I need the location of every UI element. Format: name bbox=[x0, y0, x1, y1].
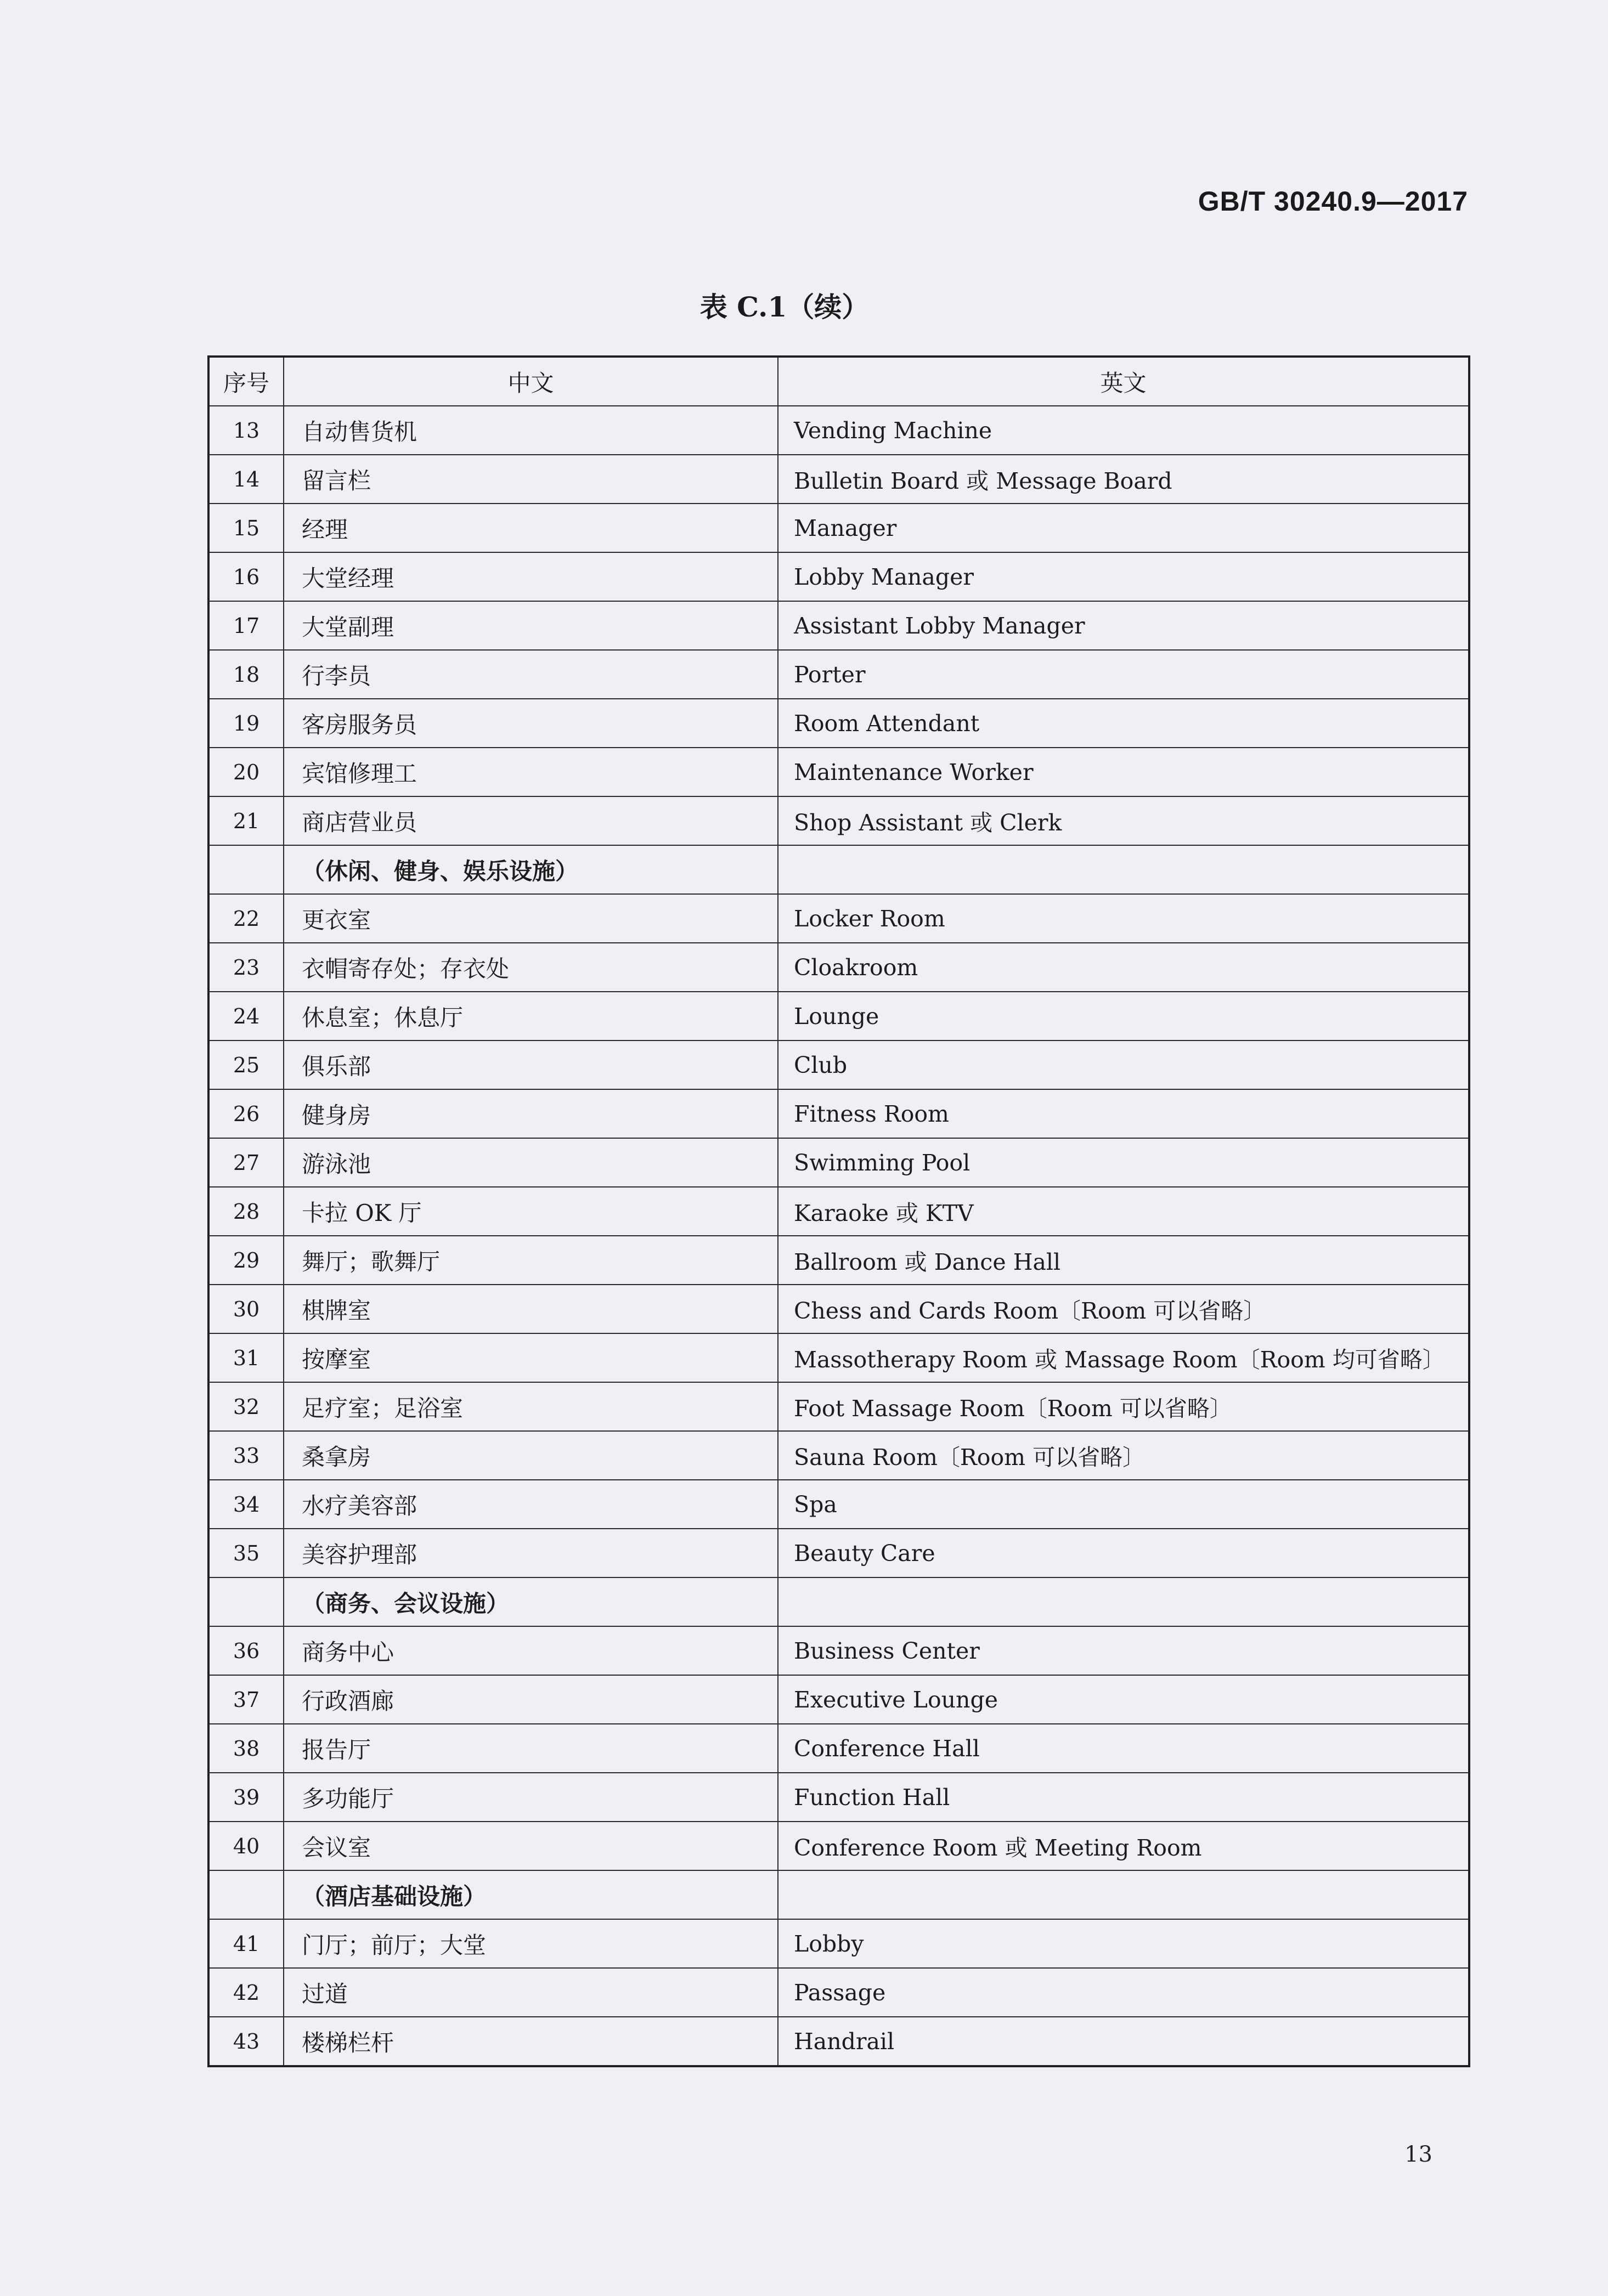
english-term-cell: Executive Lounge bbox=[778, 1675, 1469, 1724]
chinese-term-cell: （酒店基础设施） bbox=[284, 1870, 778, 1919]
english-term-cell: Lounge bbox=[778, 992, 1469, 1040]
english-term-cell: Conference Room 或 Meeting Room bbox=[778, 1822, 1469, 1870]
table-row bbox=[208, 406, 1469, 455]
row-number-cell: 29 bbox=[208, 1236, 284, 1285]
table-row bbox=[208, 1040, 1469, 1089]
row-number-cell: 24 bbox=[208, 992, 284, 1040]
table-section-row bbox=[208, 1870, 1469, 1919]
table-row bbox=[208, 1333, 1469, 1382]
chinese-term-cell: 商店营业员 bbox=[284, 796, 778, 845]
english-term-cell: Maintenance Worker bbox=[778, 748, 1469, 796]
standard-code: GB/T 30240.9—2017 bbox=[1198, 186, 1468, 217]
chinese-term-cell: 俱乐部 bbox=[284, 1040, 778, 1089]
table-title: 表 C.1（续） bbox=[699, 291, 870, 323]
table-row bbox=[208, 1285, 1469, 1333]
chinese-term-cell: 美容护理部 bbox=[284, 1529, 778, 1577]
row-number-cell: 23 bbox=[208, 943, 284, 992]
english-term-cell: Spa bbox=[778, 1480, 1469, 1529]
table-row bbox=[208, 2017, 1469, 2066]
table-row bbox=[208, 796, 1469, 845]
table-row bbox=[208, 748, 1469, 796]
chinese-term-cell: 足疗室；足浴室 bbox=[284, 1382, 778, 1431]
row-number-cell bbox=[208, 1870, 284, 1919]
english-term-cell: Porter bbox=[778, 650, 1469, 699]
row-number-cell bbox=[208, 1577, 284, 1626]
row-number-cell: 33 bbox=[208, 1431, 284, 1480]
table-row bbox=[208, 650, 1469, 699]
row-number-cell: 34 bbox=[208, 1480, 284, 1529]
chinese-term-cell: 报告厅 bbox=[284, 1724, 778, 1773]
row-number-cell: 21 bbox=[208, 796, 284, 845]
chinese-term-cell: （商务、会议设施） bbox=[284, 1577, 778, 1626]
table-row bbox=[208, 1675, 1469, 1724]
row-number-cell: 16 bbox=[208, 552, 284, 601]
row-number-cell: 38 bbox=[208, 1724, 284, 1773]
english-term-cell: Lobby Manager bbox=[778, 552, 1469, 601]
chinese-term-cell: 多功能厅 bbox=[284, 1773, 778, 1822]
table-row bbox=[208, 1480, 1469, 1529]
row-number-cell: 26 bbox=[208, 1089, 284, 1138]
english-term-cell: Sauna Room〔Room 可以省略〕 bbox=[778, 1431, 1469, 1480]
row-number-cell: 32 bbox=[208, 1382, 284, 1431]
row-number-cell: 36 bbox=[208, 1626, 284, 1675]
english-term-cell bbox=[778, 845, 1469, 894]
table-header-row bbox=[208, 357, 1469, 406]
english-term-cell: Ballroom 或 Dance Hall bbox=[778, 1236, 1469, 1285]
row-number-cell: 35 bbox=[208, 1529, 284, 1577]
column-header-no: 序号 bbox=[208, 357, 284, 406]
english-term-cell: Passage bbox=[778, 1968, 1469, 2017]
row-number-cell: 28 bbox=[208, 1187, 284, 1236]
english-term-cell: Assistant Lobby Manager bbox=[778, 601, 1469, 650]
row-number-cell: 22 bbox=[208, 894, 284, 943]
chinese-term-cell: 过道 bbox=[284, 1968, 778, 2017]
row-number-cell: 17 bbox=[208, 601, 284, 650]
chinese-term-cell: 客房服务员 bbox=[284, 699, 778, 748]
english-term-cell: Bulletin Board 或 Message Board bbox=[778, 455, 1469, 504]
table-row bbox=[208, 504, 1469, 552]
row-number-cell: 37 bbox=[208, 1675, 284, 1724]
column-header-chinese: 中文 bbox=[284, 357, 778, 406]
table-row bbox=[208, 1773, 1469, 1822]
english-term-cell: Lobby bbox=[778, 1919, 1469, 1968]
english-term-cell bbox=[778, 1870, 1469, 1919]
english-term-cell bbox=[778, 1577, 1469, 1626]
chinese-term-cell: 游泳池 bbox=[284, 1138, 778, 1187]
row-number-cell: 20 bbox=[208, 748, 284, 796]
table-row bbox=[208, 992, 1469, 1040]
row-number-cell: 14 bbox=[208, 455, 284, 504]
table-row bbox=[208, 1236, 1469, 1285]
terms-table bbox=[207, 355, 1470, 2067]
english-term-cell: Beauty Care bbox=[778, 1529, 1469, 1577]
row-number-cell: 27 bbox=[208, 1138, 284, 1187]
chinese-term-cell: 行政酒廊 bbox=[284, 1675, 778, 1724]
chinese-term-cell: 休息室；休息厅 bbox=[284, 992, 778, 1040]
row-number-cell: 15 bbox=[208, 504, 284, 552]
english-term-cell: Handrail bbox=[778, 2017, 1469, 2066]
table-row bbox=[208, 1138, 1469, 1187]
chinese-term-cell: 大堂副理 bbox=[284, 601, 778, 650]
chinese-term-cell: 卡拉 OK 厅 bbox=[284, 1187, 778, 1236]
table-row bbox=[208, 1968, 1469, 2017]
chinese-term-cell: 舞厅；歌舞厅 bbox=[284, 1236, 778, 1285]
row-number-cell: 43 bbox=[208, 2017, 284, 2066]
table-row bbox=[208, 1919, 1469, 1968]
english-term-cell: Business Center bbox=[778, 1626, 1469, 1675]
chinese-term-cell: 行李员 bbox=[284, 650, 778, 699]
row-number-cell bbox=[208, 845, 284, 894]
chinese-term-cell: 衣帽寄存处；存衣处 bbox=[284, 943, 778, 992]
table-section-row bbox=[208, 1577, 1469, 1626]
column-header-english: 英文 bbox=[778, 357, 1469, 406]
row-number-cell: 30 bbox=[208, 1285, 284, 1333]
chinese-term-cell: 健身房 bbox=[284, 1089, 778, 1138]
english-term-cell: Room Attendant bbox=[778, 699, 1469, 748]
table-row bbox=[208, 943, 1469, 992]
row-number-cell: 25 bbox=[208, 1040, 284, 1089]
page-number: 13 bbox=[1404, 2142, 1432, 2167]
row-number-cell: 41 bbox=[208, 1919, 284, 1968]
english-term-cell: Massotherapy Room 或 Massage Room〔Room 均可省略〕 bbox=[778, 1333, 1469, 1382]
chinese-term-cell: 门厅；前厅；大堂 bbox=[284, 1919, 778, 1968]
chinese-term-cell: 更衣室 bbox=[284, 894, 778, 943]
row-number-cell: 39 bbox=[208, 1773, 284, 1822]
table-row bbox=[208, 1626, 1469, 1675]
chinese-term-cell: 自动售货机 bbox=[284, 406, 778, 455]
row-number-cell: 31 bbox=[208, 1333, 284, 1382]
table-row bbox=[208, 1187, 1469, 1236]
table-row bbox=[208, 1724, 1469, 1773]
chinese-term-cell: 商务中心 bbox=[284, 1626, 778, 1675]
chinese-term-cell: 水疗美容部 bbox=[284, 1480, 778, 1529]
table-row bbox=[208, 894, 1469, 943]
english-term-cell: Manager bbox=[778, 504, 1469, 552]
english-term-cell: Cloakroom bbox=[778, 943, 1469, 992]
english-term-cell: Fitness Room bbox=[778, 1089, 1469, 1138]
chinese-term-cell: 经理 bbox=[284, 504, 778, 552]
english-term-cell: Conference Hall bbox=[778, 1724, 1469, 1773]
row-number-cell: 40 bbox=[208, 1822, 284, 1870]
chinese-term-cell: 会议室 bbox=[284, 1822, 778, 1870]
table-row bbox=[208, 1382, 1469, 1431]
english-term-cell: Chess and Cards Room〔Room 可以省略〕 bbox=[778, 1285, 1469, 1333]
chinese-term-cell: 棋牌室 bbox=[284, 1285, 778, 1333]
chinese-term-cell: 按摩室 bbox=[284, 1333, 778, 1382]
english-term-cell: Club bbox=[778, 1040, 1469, 1089]
chinese-term-cell: （休闲、健身、娱乐设施） bbox=[284, 845, 778, 894]
english-term-cell: Vending Machine bbox=[778, 406, 1469, 455]
english-term-cell: Function Hall bbox=[778, 1773, 1469, 1822]
row-number-cell: 42 bbox=[208, 1968, 284, 2017]
table-row bbox=[208, 1089, 1469, 1138]
row-number-cell: 19 bbox=[208, 699, 284, 748]
table-row bbox=[208, 1529, 1469, 1577]
english-term-cell: Locker Room bbox=[778, 894, 1469, 943]
table-section-row bbox=[208, 845, 1469, 894]
table-row bbox=[208, 455, 1469, 504]
table-row bbox=[208, 601, 1469, 650]
english-term-cell: Shop Assistant 或 Clerk bbox=[778, 796, 1469, 845]
table-row bbox=[208, 552, 1469, 601]
row-number-cell: 18 bbox=[208, 650, 284, 699]
chinese-term-cell: 桑拿房 bbox=[284, 1431, 778, 1480]
chinese-term-cell: 留言栏 bbox=[284, 455, 778, 504]
chinese-term-cell: 宾馆修理工 bbox=[284, 748, 778, 796]
english-term-cell: Foot Massage Room〔Room 可以省略〕 bbox=[778, 1382, 1469, 1431]
chinese-term-cell: 大堂经理 bbox=[284, 552, 778, 601]
chinese-term-cell: 楼梯栏杆 bbox=[284, 2017, 778, 2066]
english-term-cell: Swimming Pool bbox=[778, 1138, 1469, 1187]
table-row bbox=[208, 1822, 1469, 1870]
table-row bbox=[208, 699, 1469, 748]
table-row bbox=[208, 1431, 1469, 1480]
row-number-cell: 13 bbox=[208, 406, 284, 455]
english-term-cell: Karaoke 或 KTV bbox=[778, 1187, 1469, 1236]
